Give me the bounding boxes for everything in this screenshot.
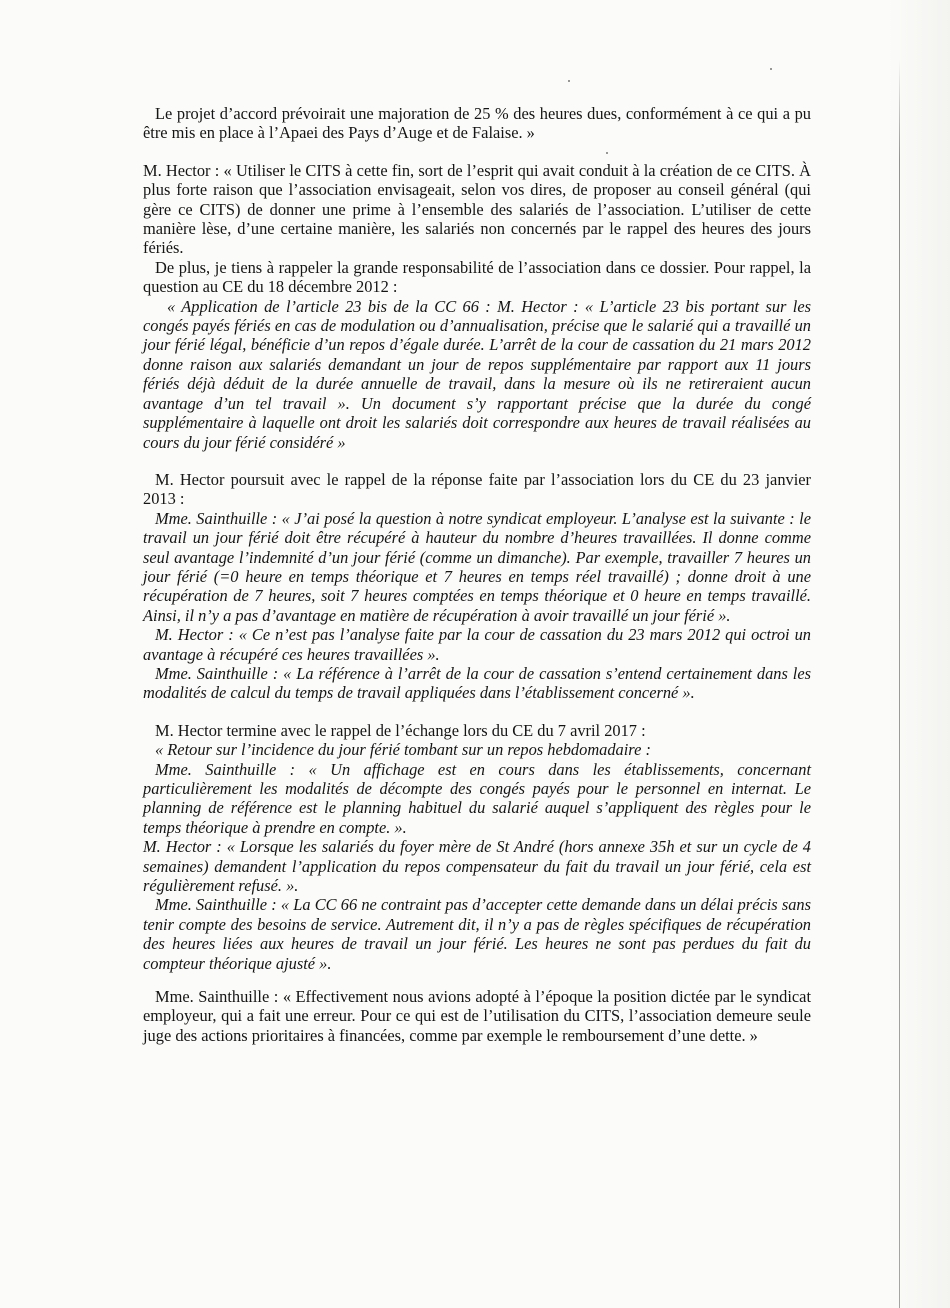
quoted-paragraph: Mme. Sainthuille : « Un affichage est en cours dans les établissements, concernant particulièrement les modalités de décompte des congés payés pour le personnel en internat. Le planning de référence est le planning habituel du salarié auquel s’appliquent des règles pour le temps théorique à prendre en compte. ».	[143, 759, 811, 837]
page-edge-line	[899, 60, 900, 1308]
scan-speck	[770, 68, 772, 70]
quoted-paragraph: « Application de l’article 23 bis de la CC 66 : M. Hector : « L’article 23 bis portant sur les congés payés fériés en cas de modulation ou d’annualisation, précise que le salarié qui a travaillé un jour férié légal, bénéficie d’un repos d’égale durée. L’arrêt de la cour de cassation du 21 mars 2012 donne raison aux salariés demandant un jour de repos supplémentaire par rapport aux 11 jours fériés déjà déduit de la durée annuelle de travail, dans la mesure où ils ne retireraient aucun avantage d’un tel travail ». Un document s’y rapportant précise que la durée du congé supplémentaire à laquelle ont droit les salariés doit correspondre aux heures de travail réalisées au cours du jour férié considéré »	[143, 296, 811, 452]
quoted-paragraph: M. Hector : « Ce n’est pas l’analyse faite par la cour de cassation du 23 mars 2012 qui octroi un avantage à récupéré ces heures travaillées ».	[143, 625, 811, 664]
paragraph: Le projet d’accord prévoirait une majoration de 25 % des heures dues, conformément à ce qui a pu être mis en place à l’Apaei des Pays d’Auge et de Falaise. »	[143, 104, 811, 143]
quoted-paragraph: Mme. Sainthuille : « La CC 66 ne contraint pas d’accepter cette demande dans un délai précis sans tenir compte des besoins de service. Autrement dit, il n’y a pas de règles spécifiques de récupération des heures liées aux heures de travail un jour férié. Les heures ne sont pas perdues du fait du compteur théorique ajusté ».	[143, 895, 811, 973]
page-edge-shadow	[888, 0, 950, 1308]
document-body	[143, 104, 811, 1045]
scan-speck	[568, 80, 570, 82]
quoted-paragraph: Mme. Sainthuille : « J’ai posé la question à notre syndicat employeur. L’analyse est la suivante : le travail un jour férié doit être récupéré à hauteur du nombre d’heures travaillées. Il donne comme seul avantage l’indemnité d’un jour férié (comme un dimanche). Par exemple, travailler 7 heures un jour férié (=0 heure en temps théorique et 7 heures en temps réel travaillé) ; donne droit à une récupération de 7 heures, soit 7 heures comptées en temps théorique et 0 heure en temps travaillé. Ainsi, il n’y a pas d’avantage en matière de récupération à avoir travaillé un jour férié ».	[143, 508, 811, 625]
paragraph: M. Hector : « Utiliser le CITS à cette fin, sort de l’esprit qui avait conduit à la création de ce CITS. À plus forte raison que l’association envisageait, selon vos dires, de proposer au conseil général (qui gère ce CITS) de donner une prime à l’ensemble des salariés de l’association. L’utiliser de cette manière lèse, d’une certaine manière, les salariés non concernés par le rappel des heures des jours fériés.	[143, 160, 811, 258]
paragraph: M. Hector poursuit avec le rappel de la réponse faite par l’association lors du CE du 23 janvier 2013 :	[143, 469, 811, 509]
paragraph: Mme. Sainthuille : « Effectivement nous avions adopté à l’époque la position dictée par le syndicat employeur, qui a fait une erreur. Pour ce qui est de l’utilisation du CITS, l’association demeure seule juge des actions prioritaires à financées, comme par exemple le remboursement d’une dette. »	[143, 987, 811, 1045]
paragraph: De plus, je tiens à rappeler la grande responsabilité de l’association dans ce dossier. Pour rappel, la question au CE du 18 décembre 2012 :	[143, 257, 811, 297]
quoted-paragraph: Mme. Sainthuille : « La référence à l’arrêt de la cour de cassation s’entend certainement dans les modalités de calcul du temps de travail appliquées dans l’établissement concerné ».	[143, 663, 811, 703]
quoted-paragraph: M. Hector : « Lorsque les salariés du foyer mère de St André (hors annexe 35h et sur un cycle de 4 semaines) demandent l’application du repos compensateur du fait du travail un jour férié, cela est régulièrement refusé. ».	[143, 837, 811, 896]
quoted-paragraph: « Retour sur l’incidence du jour férié tombant sur un repos hebdomadaire :	[155, 740, 651, 760]
paragraph: M. Hector termine avec le rappel de l’échange lors du CE du 7 avril 2017 :	[155, 720, 646, 740]
